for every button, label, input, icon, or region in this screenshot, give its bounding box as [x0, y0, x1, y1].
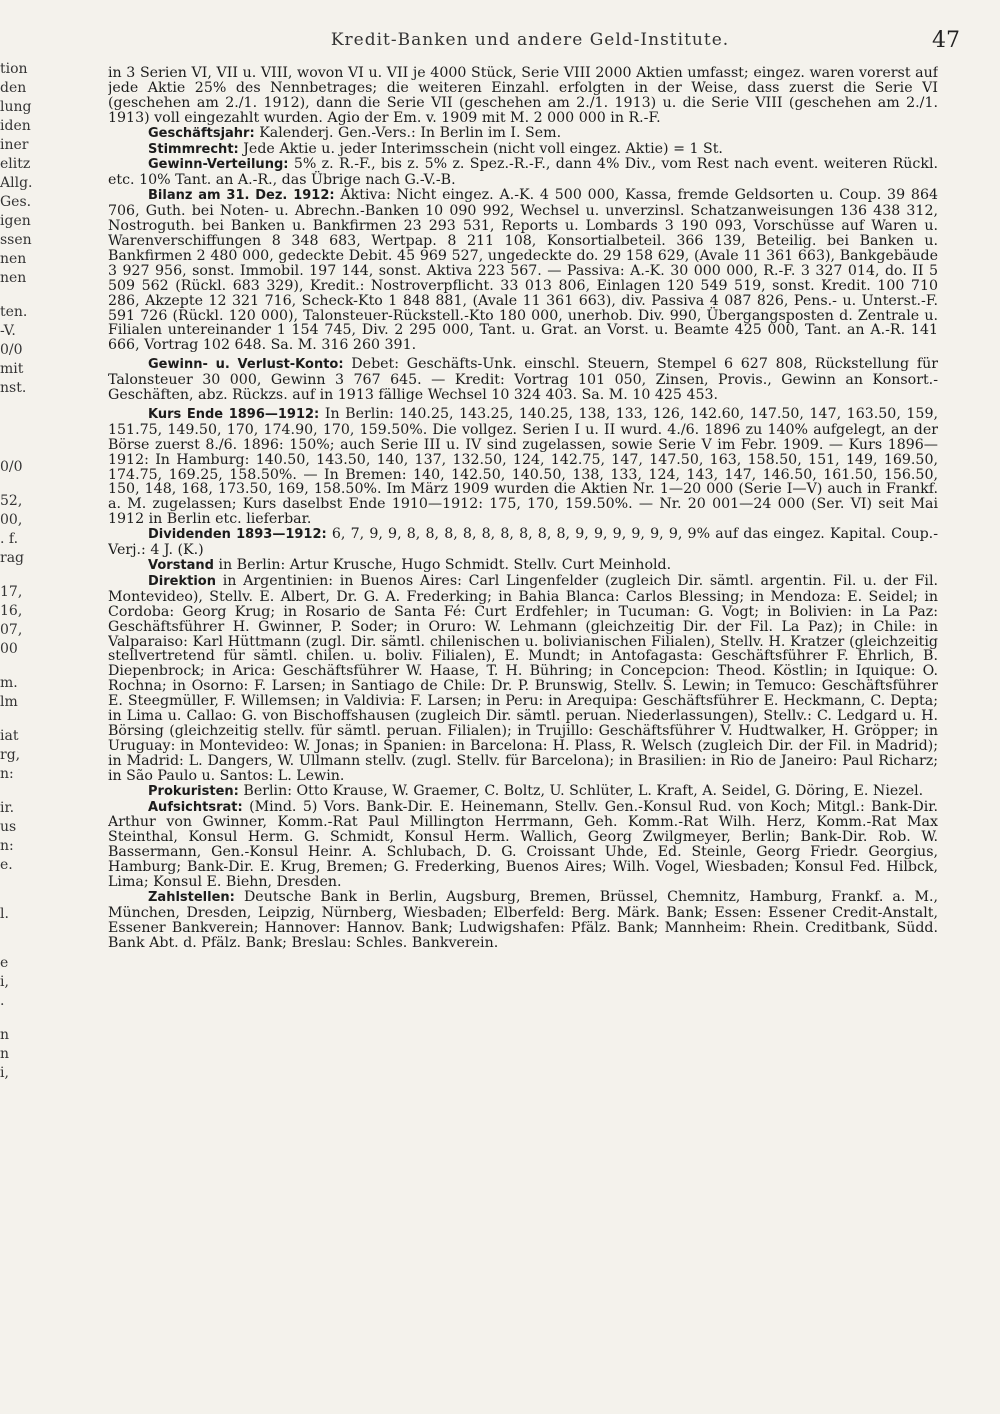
section-label: Aufsichtsrat:: [148, 799, 243, 815]
section-label: Stimmrecht:: [148, 141, 239, 157]
margin-fragment: n: [0, 1046, 10, 1062]
margin-fragment: 16,: [0, 603, 23, 619]
margin-fragment: m.: [0, 675, 18, 691]
margin-fragment: . f.: [0, 531, 19, 547]
section-label: Gewinn-Verteilung:: [148, 157, 289, 173]
section-label: Kurs Ende 1896—1912:: [148, 406, 320, 422]
margin-fragment: elitz: [0, 156, 31, 172]
margin-fragment: ten.: [0, 304, 28, 320]
paragraph-text: Debet: Geschäfts-Unk. einschl. Steuern, Stempel 6 627 808, Rückstellung für Talonsteuer 30 000, Gewinn 3 767 645. — Kredit: Vortrag 101 050, Zinsen, Provis., Gewinn an Konsort.-Geschäften, abz. Rückzs. auf in 1913 fällige Wechsel 10 324 403. Sa. M. 10 425 453.: [108, 356, 938, 404]
margin-fragment: den: [0, 80, 27, 96]
paragraph-intro: [108, 66, 938, 126]
margin-fragment: Ges.: [0, 194, 32, 210]
margin-fragment: n:: [0, 838, 14, 854]
paragraph-text: Jede Aktie u. jeder Interimsschein (nicht voll eingez. Aktie) = 1 St.: [243, 140, 723, 157]
margin-fragment: lm: [0, 694, 18, 710]
page-header: [100, 30, 960, 60]
section-label: Bilanz am 31. Dez. 1912:: [148, 188, 335, 204]
margin-fragment: igen: [0, 213, 31, 229]
page-number: 47: [932, 28, 960, 53]
margin-fragment: [0, 1011, 48, 1026]
margin-fragment: n: [0, 1027, 10, 1043]
margin-fragment: rag: [0, 550, 25, 566]
paragraph-dividenden: [108, 527, 938, 558]
section-label: Geschäftsjahr:: [148, 125, 255, 141]
paragraph-gewinn-verteilung: [108, 157, 938, 188]
running-title: Kredit-Banken und andere Geld-Institute.: [330, 30, 730, 50]
margin-fragment: nen: [0, 270, 27, 286]
margin-fragment: n:: [0, 766, 14, 782]
margin-fragment: i,: [0, 1065, 9, 1081]
paragraph-text: in Berlin: Artur Krusche, Hugo Schmidt. Stellv. Curt Meinhold.: [218, 557, 672, 573]
margin-fragment: 0/0: [0, 342, 23, 358]
section-label: Vorstand: [148, 558, 214, 573]
margin-fragment: 17,: [0, 584, 23, 600]
paragraph-vorstand: [108, 558, 938, 574]
paragraph-text: Aktiva: Nicht eingez. A.-K. 4 500 000, Kassa, fremde Geldsorten u. Coup. 39 864 706, Guth. bei Noten- u. Abrechn.-Banken 10 090 992, Wechsel u. unverzinsl. Schatzanweisungen 136 438 312, Nostroguth. bei Banken u. Bankfirmen 23 293 531, Reports u. Lombards 3 190 093, Vorschüsse auf Waren u. Warenverschiffungen 8 348 683, Wertpap. 8 211 108, Konsortialbeteil. 366 139, Beteilig. bei Banken u. Bankfirmen 2 480 000, gedeckte Debit. 45 969 527, ungedeckte do. 29 158 629, (Avale 11 361 663), Bankgebäude 3 927 956, sonst. Immobil. 197 144, sonst. Aktiva 223 567. — Passiva: A.-K. 30 000 000, R.-F. 3 327 014, do. II 5 509 562 (Rückl. 683 329), Kredit.: Nostroverpflicht. 33 013 806, Einlagen 120 549 519, sonst. Kredit. 100 710 286, Akzepte 12 321 716, Scheck-Kto 1 848 881, (Avale 11 361 663), div. Passiva 4 087 826, Pens.- u. Unterst.-F. 591 726 (Rückl. 120 000), Talonsteuer-Rückstell.-Kto 180 000, unerhob. Div. 990, Übergangsposten d. Zentrale u. Filialen untereinander 1 154 745, Div. 2 295 000, Tant. u. Grat. an Vorst. u. Beamte 425 000, Tant. an A.-R. 141 666, Vortrag 102 648. Sa. M. 316 260 391.: [108, 187, 938, 354]
paragraph-stimmrecht: [108, 142, 938, 158]
margin-fragment: Allg.: [0, 175, 33, 191]
margin-fragment: [0, 398, 48, 413]
margin-fragment: [0, 568, 48, 583]
margin-fragment: e: [0, 955, 9, 971]
margin-fragment: [0, 890, 48, 905]
paragraph-text: 5% z. R.-F., bis z. 5% z. Spez.-R.-F., dann 4% Div., vom Rest nach event. weiteren Rückl. etc. 10% Tant. an A.-R., das Übrige nach G.-V.-B.: [108, 156, 938, 189]
paragraph-geschaeftsjahr: [108, 126, 938, 142]
margin-fragment: l.: [0, 906, 9, 922]
margin-fragment: [0, 924, 48, 939]
margin-fragment: ssen: [0, 232, 32, 248]
margin-fragment: [0, 413, 48, 428]
paragraph-text: (Mind. 5) Vors. Bank-Dir. E. Heinemann, Stellv. Gen.-Konsul Rud. von Koch; Mitgl.: Bank-Dir. Arthur von Gwinner, Komm.-Rat Paul Millington Herrmann, Geh. Komm.-Rat Wilh. Herz, Komm.-Rat Max Steinthal, Konsul Herm. G. Schmidt, Konsul Herm. Wallich, Georg Zwilgmeyer, Berlin; Bank-Dir. Rob. W. Bassermann, Gen.-Konsul Heinr. A. Schlubach, D. G. Croissant Uhde, Ed. Steinle, Georg Friedr. Georgius, Hamburg; Bank-Dir. E. Krug, Bremen; G. Frederking, Buenos Aires; Wilh. Vogel, Wiesbaden; Konsul Fed. Hilbck, Lima; Konsul E. Biehn, Dresden.: [108, 798, 938, 891]
paragraph-prokuristen: [108, 784, 938, 800]
margin-fragment: nst.: [0, 380, 27, 396]
paragraph-kurs: [108, 407, 938, 527]
margin-fragment: i,: [0, 974, 9, 990]
section-label: Zahlstellen:: [148, 889, 235, 905]
margin-fragment: lung: [0, 99, 32, 115]
margin-fragment: 07,: [0, 622, 23, 638]
margin-fragment: tion: [0, 61, 28, 77]
margin-fragment: ir.: [0, 800, 15, 816]
margin-fragment: us: [0, 819, 17, 835]
margin-fragment: [0, 443, 48, 458]
margin-fragment: [0, 428, 48, 443]
margin-fragment: iden: [0, 118, 31, 134]
paragraph-text: In Berlin: 140.25, 143.25, 140.25, 138, 133, 126, 142.60, 147.50, 147, 163.50, 159, 151.75, 149.50, 170, 174.90, 170, 159.50%. Die vollgez. Serien I u. II wurd. 4./6. 1896 zu 140% aufgelegt, an der Börse zuerst 8./6. 1896: 150%; auch Serie III u. IV sind zugelassen, sowie Serie V im Febr. 1909. — Kurs 1896—1912: In Hamburg: 140.50, 143.50, 140, 137, 132.50, 124, 142.75, 147, 147.50, 163, 158.50, 151, 149, 169.50, 174.75, 169.25, 158.50%. — In Bremen: 140, 142.50, 140.50, 138, 133, 124, 143, 147, 146.50, 161.50, 156.50, 150, 148, 168, 173.50, 169, 158.50%. Im März 1909 wurden die Aktien Nr. 1—20 000 (Serie I—V) auch in Frankf. a. M. zugelassen; Kurs daselbst Ende 1910—1912: 175, 170, 159.50%. — Nr. 20 001—24 000 (Ser. VI) seit Mai 1912 in Berlin etc. lieferbar.: [108, 405, 938, 528]
paragraph-text: Deutsche Bank in Berlin, Augsburg, Bremen, Brüssel, Chemnitz, Hamburg, Frankf. a. M., München, Dresden, Leipzig, Nürnberg, Wiesbaden; Elberfeld: Berg. Märk. Bank; Essen: Essener Credit-Anstalt, Essener Bankverein; Hannover: Hannov. Bank; Ludwigshafen: Pfälz. Bank; Mannheim: Rhein. Creditbank, Südd. Bank Abt. d. Pfälz. Bank; Breslau: Schles. Bankverein.: [108, 888, 938, 951]
margin-fragment: [0, 875, 48, 890]
paragraph-text: Berlin: Otto Krause, W. Graemer, C. Boltz, U. Schlüter, L. Kraft, A. Seidel, G. Döring, E. Niezel.: [243, 782, 924, 799]
paragraph-text: 6, 7, 9, 9, 8, 8, 8, 8, 8, 8, 8, 8, 8, 9, 9, 9, 9, 9, 9, 9% auf das eingez. Kapital. Coup.-Verj.: 4 J. (K.): [108, 526, 938, 559]
margin-fragment: .: [0, 993, 5, 1009]
margin-fragment: [0, 477, 48, 492]
paragraph-gewinn-verlust: [108, 357, 938, 403]
margin-fragment: e.: [0, 857, 13, 873]
margin-fragment: [0, 288, 48, 303]
margin-fragment: [0, 659, 48, 674]
paragraph-direktion: [108, 574, 938, 784]
margin-fragment: iner: [0, 137, 29, 153]
paragraph-text: in 3 Serien VI, VII u. VIII, wovon VI u. VII je 4000 Stück, Serie VIII 2000 Aktien umfasst; eingez. waren vorerst auf jede Aktie 25% des Nennbetrages; die weiteren Einzahl. erfolgten in der Weise, dass zuerst die Serie VI (geschehen am 2./1. 1912), dann die Serie VII (geschehen am 2./1. 1913) u. die Serie VIII (geschehen am 2./1. 1913) voll eingezahlt wurden. Agio der Em. v. 1909 mit M. 2 000 000 in R.-F.: [108, 66, 938, 126]
paragraph-aufsichtsrat: [108, 800, 938, 890]
margin-fragment: rg,: [0, 747, 21, 763]
paragraph-text: in Argentinien: in Buenos Aires: Carl Lingenfelder (zugleich Dir. sämtl. argentin. Fil. u. der Fil. Montevideo), Stellv. E. Albert, Dr. G. A. Frederking; in Bahia Blanca: Carlos Blessing; in Mendoza: E. Seidel; in Cordoba: Georg Krug; in Rosario de Santa Fé: Curt Erdfehler; in Tucuman: G. Vogt; in Bolivien: in La Paz: Geschäftsführer H. Gwinner, P. Soder; in Oruro: W. Lehmann (gleichzeitig Dir. der Fil. La Paz); in Chile: in Valparaiso: Karl Hüttmann (zugl. Dir. sämtl. chilenischen u. bolivianischen Filialen), Stellv. H. Kratzer (gleichzeitig stellvertretend für sämtl. chilen. u. boliv. Filialen), E. Mundt; in Antofagasta: Geschäftsführer F. Ehrlich, B. Diepenbrock; in Arica: Geschäftsführer W. Haase, T. H. Bühring; in Concepcion: Theod. Köstlin; in Iquique: O. Rochna; in Osorno: F. Larsen; in Santiago de Chile: Dr. P. Brunswig, Stellv. S. Lewin; in Temuco: Geschäftsführer E. Steegmüller, F. Willemsen; in Valdivia: F. Larsen; in Peru: in Arequipa: Geschäftsführer E. Heckmann, C. Depta; in Lima u. Callao: G. von Bischoffshausen (zugleich Dir. sämtl. peruan. Niederlassungen), Stellv.: C. Ledgard u. H. Börsing (gleichzeitig stellv. für sämtl. peruan. Filialen); in Trujillo: Geschäftsführer V. Hudtwalker, H. Gröpper; in Uruguay: in Montevideo: W. Jonas; in Spanien: in Barcelona: H. Plass, R. Welsch (zugleich Dir. der Fil. in Madrid); in Madrid: L. Dangers, W. Ullmann stellv. (zugl. Stellv. für Barcelona); in Brasilien: in Rio de Janeiro: Paul Richarz; in São Paulo u. Santos: L. Lewin.: [108, 572, 938, 784]
margin-fragment: 00,: [0, 512, 23, 528]
margin-fragment: mit: [0, 361, 24, 377]
paragraph-text: Kalenderj. Gen.-Vers.: In Berlin im I. Sem.: [259, 124, 562, 141]
section-label: Gewinn- u. Verlust-Konto:: [148, 357, 344, 373]
paragraph-zahlstellen: [108, 890, 938, 951]
section-label: Dividenden 1893—1912:: [148, 527, 327, 543]
paragraph-bilanz: [108, 188, 938, 353]
left-margin-fragments: [0, 60, 48, 1360]
margin-fragment: nen: [0, 251, 27, 267]
margin-fragment: [0, 784, 48, 799]
margin-fragment: iat: [0, 728, 19, 744]
margin-fragment: [0, 712, 48, 727]
section-label: Prokuristen:: [148, 783, 239, 799]
margin-fragment: 52,: [0, 493, 23, 509]
margin-fragment: 00: [0, 641, 18, 657]
page-body: [108, 66, 938, 1356]
margin-fragment: 0/0: [0, 459, 23, 475]
margin-fragment: [0, 939, 48, 954]
section-label: Direktion: [148, 573, 216, 589]
margin-fragment: -V.: [0, 323, 16, 339]
